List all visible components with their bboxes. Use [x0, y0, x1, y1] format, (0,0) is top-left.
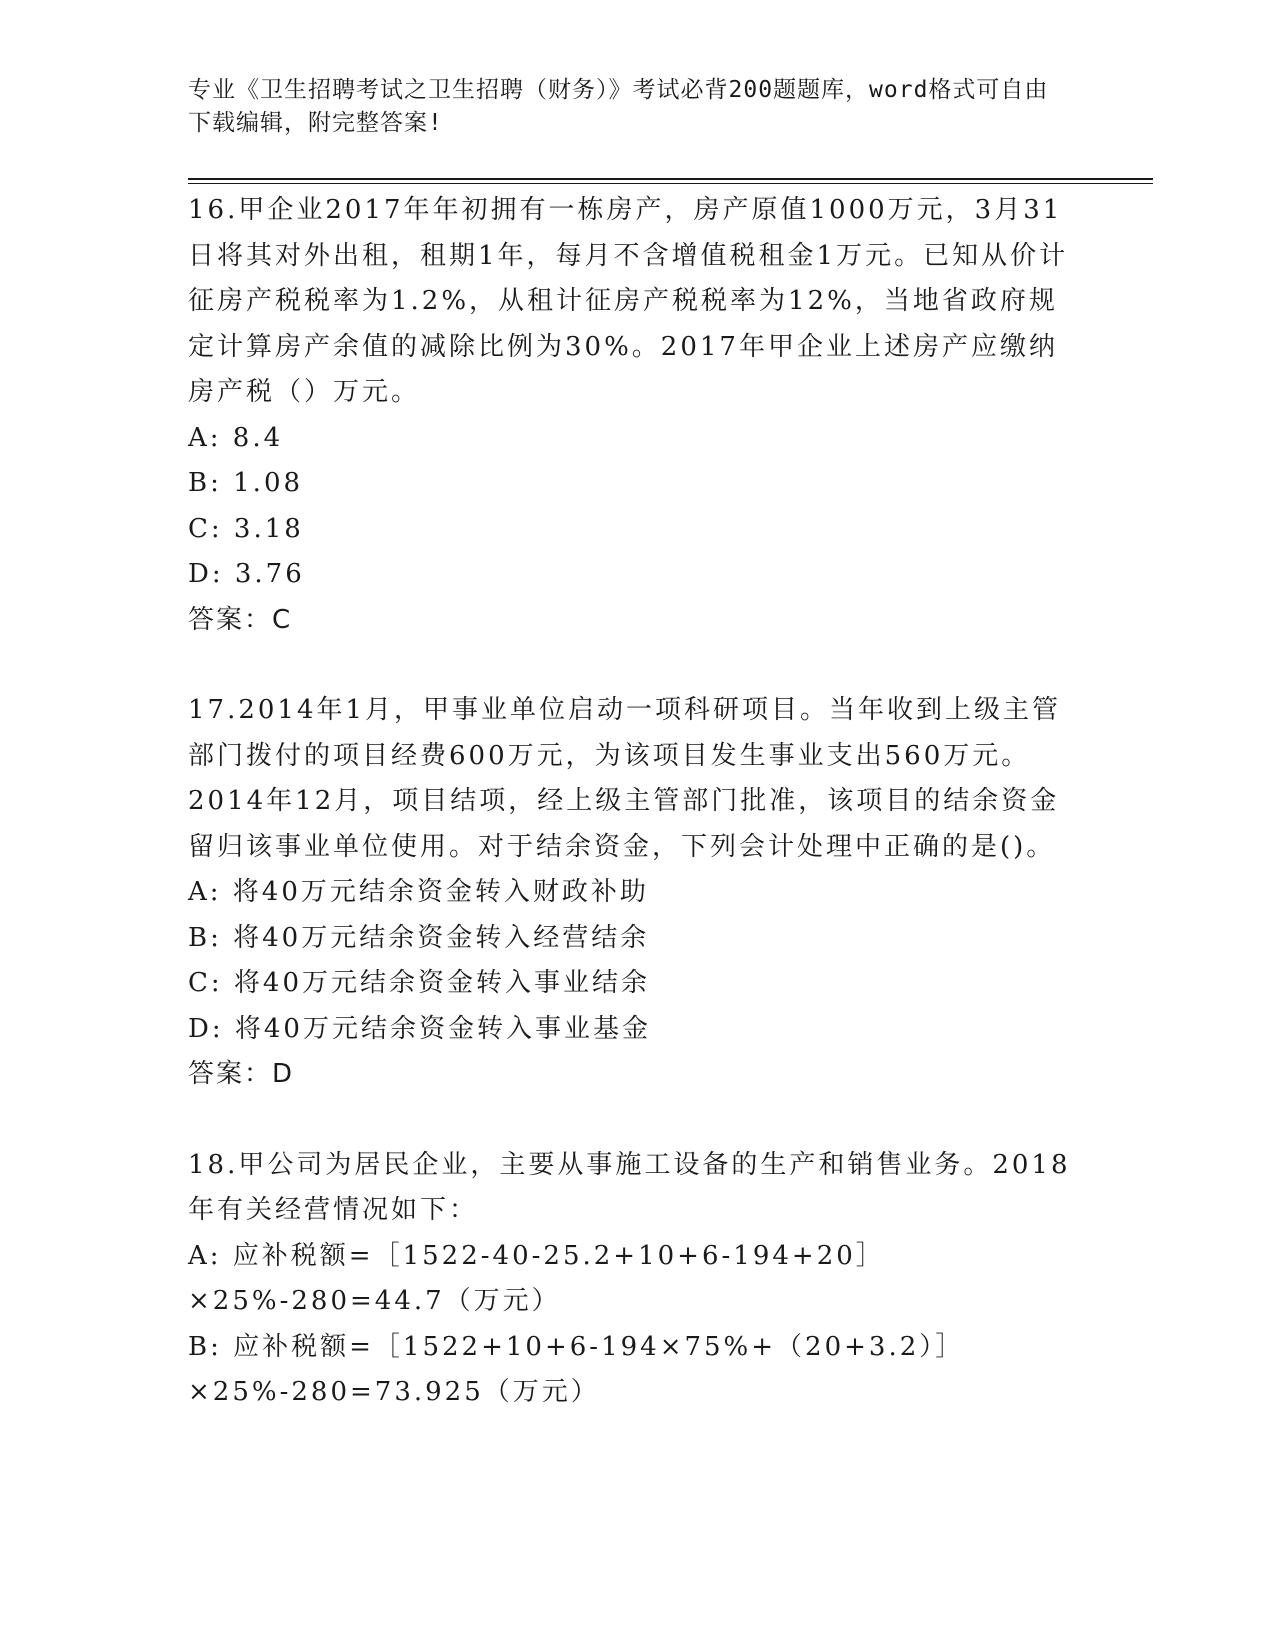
option-a: A: 应补税额=［1522-40-25.2+10+6-194+20］×25%-280=44.7（万元） — [188, 1240, 885, 1316]
spacer — [188, 1098, 1078, 1143]
option-a: A: 将40万元结余资金转入财政补助 — [188, 877, 649, 907]
option-b: B: 将40万元结余资金转入经营结余 — [188, 922, 650, 953]
option-c: C: 3.18 — [188, 513, 304, 544]
spacer — [188, 643, 1078, 688]
question-17 — [188, 688, 1078, 1098]
option-b: B: 1.08 — [188, 468, 304, 498]
document-header: 专业《卫生招聘考试之卫生招聘（财务）》考试必背200题题库，word格式可自由下载编辑，附完整答案! — [188, 77, 1049, 136]
header-rule-thick — [188, 178, 1153, 180]
question-stem: 18.甲公司为居民企业，主要从事施工设备的生产和销售业务。2018年有关经营情况如下： — [188, 1149, 1071, 1225]
option-d: D: 3.76 — [188, 559, 305, 589]
option-d: D: 将40万元结余资金转入事业基金 — [188, 1013, 651, 1044]
question-stem: 17.2014年1月，甲事业单位启动一项科研项目。当年收到上级主管部门拨付的项目经费600万元，为该项目发生事业支出560万元。2014年12月，项目结项，经上级主管部门批准，该项目的结余资金留归该事业单位使用。对于结余资金，下列会计处理中正确的是()。 — [188, 695, 1062, 862]
option-a: A: 8.4 — [188, 422, 284, 453]
option-c: C: 将40万元结余资金转入事业结余 — [188, 968, 651, 998]
question-16 — [188, 188, 1078, 643]
question-list — [188, 188, 1078, 1416]
answer: 答案：D — [188, 1059, 295, 1089]
option-b: B: 应补税额=［1522+10+6-194×75%+（20+3.2）］×25%-280=73.925（万元） — [188, 1331, 965, 1407]
answer: 答案：C — [188, 604, 293, 635]
header-rule-thin — [188, 183, 1153, 184]
question-18 — [188, 1143, 1078, 1416]
question-stem: 16.甲企业2017年年初拥有一栋房产，房产原值1000万元，3月31日将其对外出租，租期1年，每月不含增值税租金1万元。已知从价计征房产税税率为1.2%，从租计征房产税税率为12%，当地省政府规定计算房产余值的减除比例为30%。2017年甲企业上述房产应缴纳房产税（）万元。 — [188, 195, 1069, 407]
